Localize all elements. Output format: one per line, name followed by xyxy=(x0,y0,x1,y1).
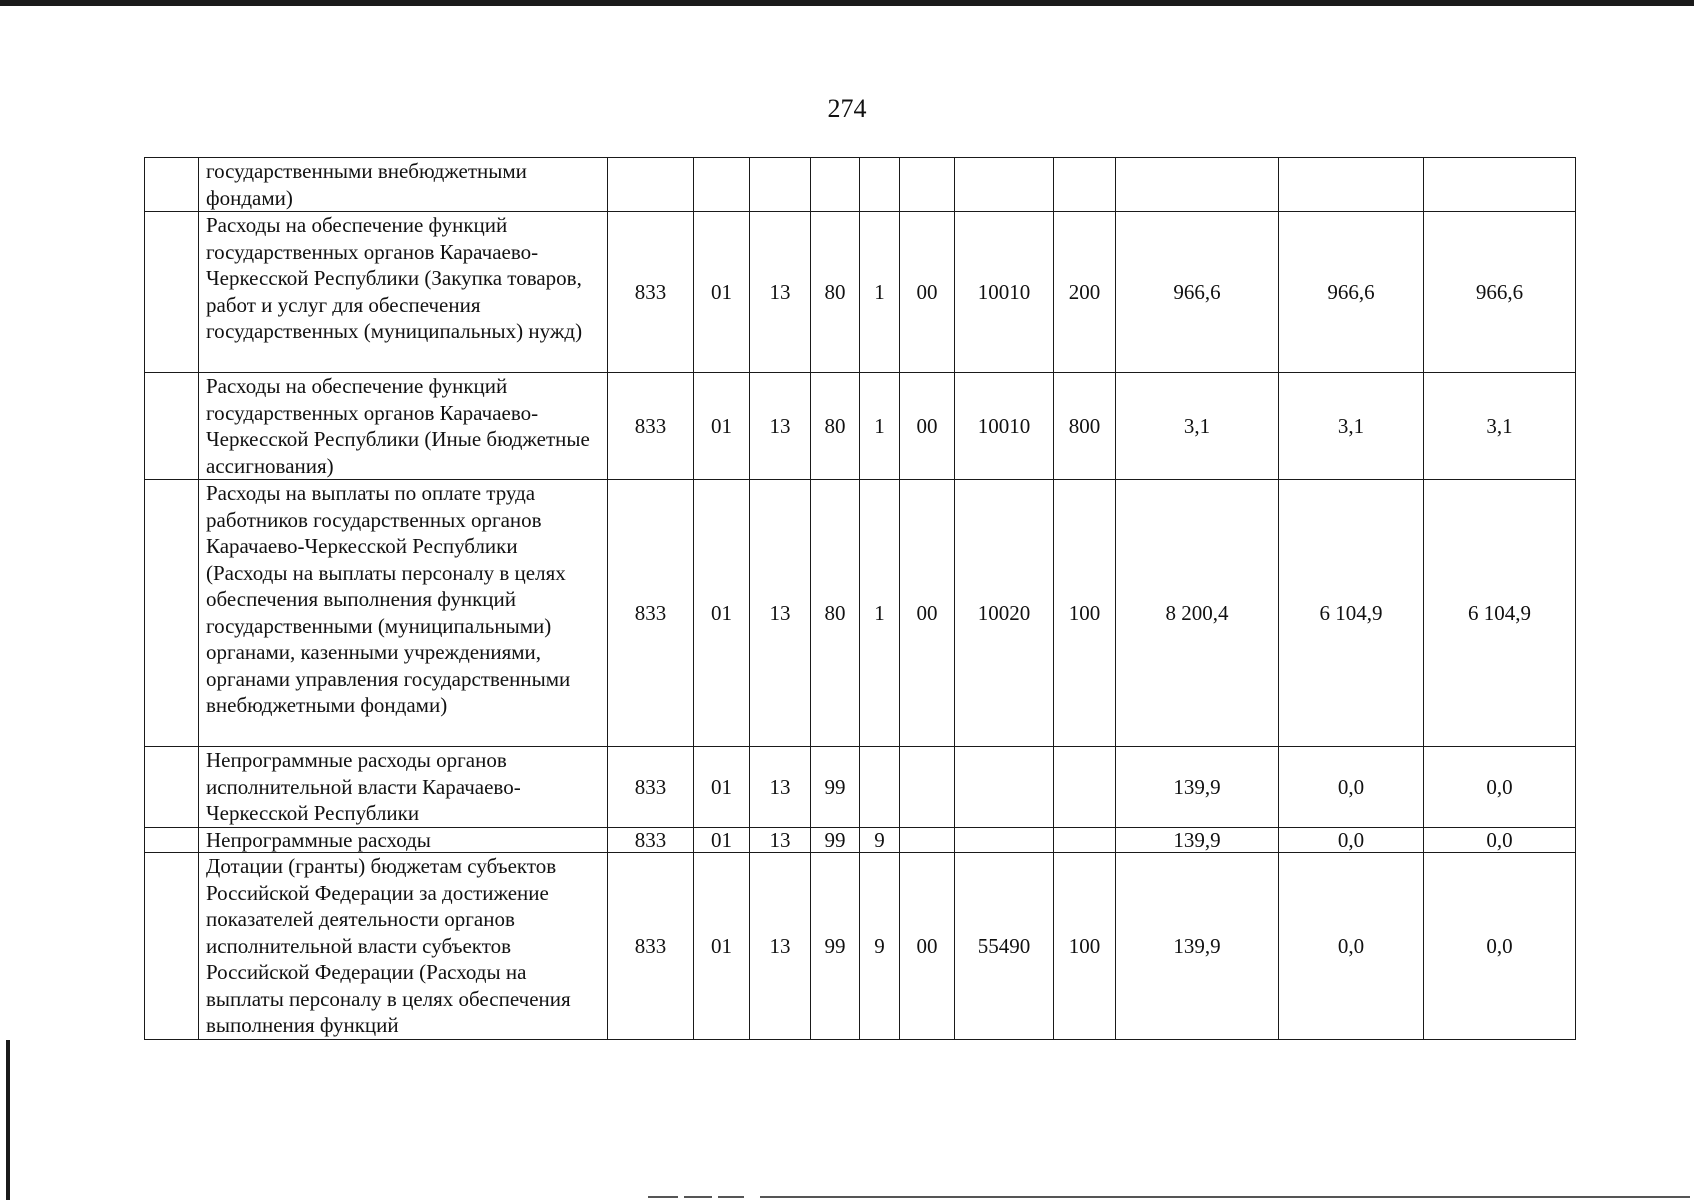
expense-name-cell: Расходы на обеспечение функций государственных органов Карачаево-Черкесской Республики (Закупка товаров, работ и услуг для обеспечения государственных (муниципальных) нужд) xyxy=(199,212,608,373)
row-number-cell xyxy=(145,828,199,853)
amount-year3-cell xyxy=(1424,158,1576,212)
program-code-cell: 80 xyxy=(811,373,860,480)
program-code-cell xyxy=(811,158,860,212)
program-code-cell: 99 xyxy=(811,747,860,828)
table-row xyxy=(145,373,1576,480)
table-row xyxy=(145,828,1576,853)
expense-name-cell: Непрограммные расходы xyxy=(199,828,608,853)
direction-code-cell: 10010 xyxy=(955,373,1054,480)
expense-name-cell: Расходы на выплаты по оплате труда работников государственных органов Карачаево-Черкесской Республики (Расходы на выплаты персоналу в целях обеспечения выполнения функций государственными (муниципальными) органами, казенными учреждениями, органами управления государственными внебюджетными фондами) xyxy=(199,480,608,747)
subprogram-code-cell: 1 xyxy=(860,373,900,480)
activity-code-cell: 00 xyxy=(900,480,955,747)
activity-code-cell: 00 xyxy=(900,373,955,480)
table-row xyxy=(145,480,1576,747)
amount-year3-cell: 0,0 xyxy=(1424,853,1576,1040)
section-code-cell: 01 xyxy=(694,747,750,828)
row-number-cell xyxy=(145,212,199,373)
activity-code-cell xyxy=(900,158,955,212)
row-number-cell xyxy=(145,373,199,480)
activity-code-cell xyxy=(900,828,955,853)
bottom-dash-line xyxy=(760,1196,1690,1198)
expense-type-code-cell xyxy=(1054,158,1116,212)
amount-year2-cell: 3,1 xyxy=(1279,373,1424,480)
ministry-code-cell: 833 xyxy=(608,480,694,747)
amount-year2-cell: 0,0 xyxy=(1279,747,1424,828)
subprogram-code-cell xyxy=(860,747,900,828)
amount-year2-cell: 0,0 xyxy=(1279,828,1424,853)
subsection-code-cell: 13 xyxy=(750,373,811,480)
amount-year3-cell: 3,1 xyxy=(1424,373,1576,480)
row-number-cell xyxy=(145,747,199,828)
subsection-code-cell: 13 xyxy=(750,828,811,853)
bottom-dash-line xyxy=(648,1196,678,1198)
row-number-cell xyxy=(145,853,199,1040)
amount-year3-cell: 6 104,9 xyxy=(1424,480,1576,747)
ministry-code-cell: 833 xyxy=(608,828,694,853)
section-code-cell: 01 xyxy=(694,480,750,747)
subprogram-code-cell xyxy=(860,158,900,212)
top-scan-border xyxy=(0,0,1694,6)
bottom-dash-line xyxy=(684,1196,712,1198)
budget-table xyxy=(144,157,1576,1040)
direction-code-cell xyxy=(955,747,1054,828)
subsection-code-cell: 13 xyxy=(750,747,811,828)
row-number-cell xyxy=(145,158,199,212)
direction-code-cell xyxy=(955,158,1054,212)
table-row xyxy=(145,158,1576,212)
ministry-code-cell: 833 xyxy=(608,853,694,1040)
direction-code-cell xyxy=(955,828,1054,853)
expense-type-code-cell: 100 xyxy=(1054,853,1116,1040)
amount-year1-cell: 139,9 xyxy=(1116,828,1279,853)
activity-code-cell: 00 xyxy=(900,212,955,373)
expense-type-code-cell: 800 xyxy=(1054,373,1116,480)
subsection-code-cell xyxy=(750,158,811,212)
section-code-cell: 01 xyxy=(694,373,750,480)
subsection-code-cell: 13 xyxy=(750,480,811,747)
amount-year2-cell: 0,0 xyxy=(1279,853,1424,1040)
subprogram-code-cell: 1 xyxy=(860,480,900,747)
table-row xyxy=(145,212,1576,373)
ministry-code-cell: 833 xyxy=(608,747,694,828)
direction-code-cell: 10010 xyxy=(955,212,1054,373)
amount-year3-cell: 966,6 xyxy=(1424,212,1576,373)
expense-name-cell: государственными внебюджетными фондами) xyxy=(199,158,608,212)
direction-code-cell: 55490 xyxy=(955,853,1054,1040)
program-code-cell: 80 xyxy=(811,212,860,373)
subprogram-code-cell: 1 xyxy=(860,212,900,373)
subsection-code-cell: 13 xyxy=(750,212,811,373)
expense-name-cell: Расходы на обеспечение функций государственных органов Карачаево-Черкесской Республики (Иные бюджетные ассигнования) xyxy=(199,373,608,480)
amount-year1-cell: 966,6 xyxy=(1116,212,1279,373)
section-code-cell xyxy=(694,158,750,212)
expense-type-code-cell: 200 xyxy=(1054,212,1116,373)
amount-year2-cell: 6 104,9 xyxy=(1279,480,1424,747)
amount-year1-cell: 139,9 xyxy=(1116,747,1279,828)
amount-year1-cell: 139,9 xyxy=(1116,853,1279,1040)
expense-type-code-cell xyxy=(1054,828,1116,853)
bottom-dash-line xyxy=(718,1196,744,1198)
amount-year1-cell xyxy=(1116,158,1279,212)
section-code-cell: 01 xyxy=(694,828,750,853)
ministry-code-cell: 833 xyxy=(608,212,694,373)
row-number-cell xyxy=(145,480,199,747)
subprogram-code-cell: 9 xyxy=(860,853,900,1040)
expense-name-cell: Дотации (гранты) бюджетам субъектов Российской Федерации за достижение показателей деятельности органов исполнительной власти субъектов Российской Федерации (Расходы на выплаты персоналу в целях обеспечения выполнения функций xyxy=(199,853,608,1040)
expense-type-code-cell: 100 xyxy=(1054,480,1116,747)
section-code-cell: 01 xyxy=(694,853,750,1040)
left-scan-border xyxy=(6,1040,10,1200)
ministry-code-cell: 833 xyxy=(608,373,694,480)
amount-year1-cell: 8 200,4 xyxy=(1116,480,1279,747)
section-code-cell: 01 xyxy=(694,212,750,373)
program-code-cell: 80 xyxy=(811,480,860,747)
amount-year3-cell: 0,0 xyxy=(1424,747,1576,828)
program-code-cell: 99 xyxy=(811,853,860,1040)
expense-name-cell: Непрограммные расходы органов исполнительной власти Карачаево-Черкесской Республики xyxy=(199,747,608,828)
program-code-cell: 99 xyxy=(811,828,860,853)
expense-type-code-cell xyxy=(1054,747,1116,828)
subprogram-code-cell: 9 xyxy=(860,828,900,853)
ministry-code-cell xyxy=(608,158,694,212)
activity-code-cell xyxy=(900,747,955,828)
subsection-code-cell: 13 xyxy=(750,853,811,1040)
amount-year2-cell: 966,6 xyxy=(1279,212,1424,373)
table-row xyxy=(145,747,1576,828)
page-number: 274 xyxy=(827,94,867,123)
direction-code-cell: 10020 xyxy=(955,480,1054,747)
amount-year2-cell xyxy=(1279,158,1424,212)
table-row xyxy=(145,853,1576,1040)
amount-year3-cell: 0,0 xyxy=(1424,828,1576,853)
amount-year1-cell: 3,1 xyxy=(1116,373,1279,480)
activity-code-cell: 00 xyxy=(900,853,955,1040)
